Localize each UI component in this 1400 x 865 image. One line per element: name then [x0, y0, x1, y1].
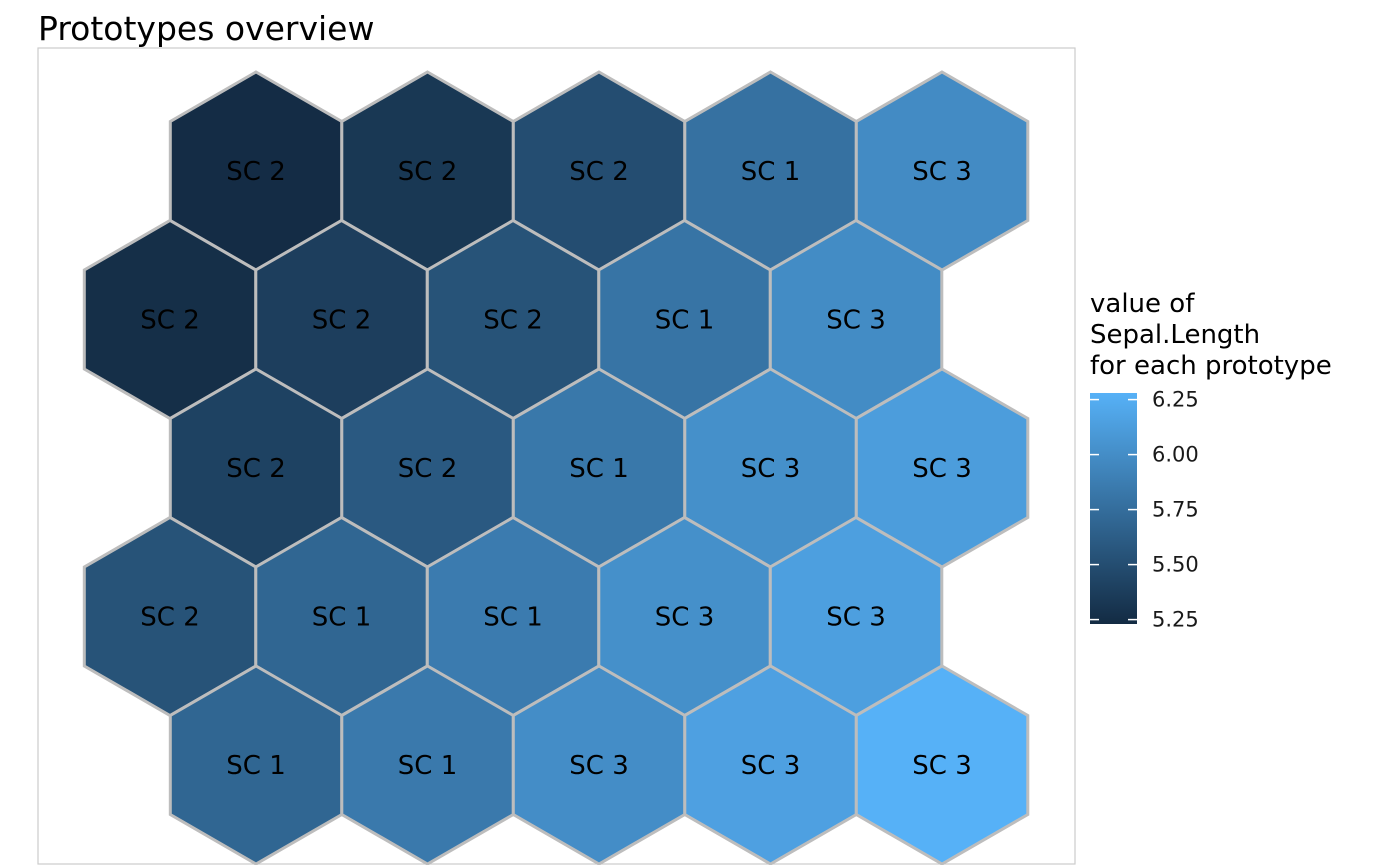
legend-tick-label: 6.25: [1152, 387, 1199, 412]
legend-title-line-1: value of: [1090, 289, 1195, 319]
hex-cell-label: SC 1: [654, 305, 715, 336]
hex-cell-label: SC 3: [569, 751, 629, 781]
hex-cell-label: SC 2: [140, 602, 200, 633]
legend-title-line-2: Sepal.Length: [1090, 320, 1261, 350]
hex-cell-label: SC 2: [226, 157, 286, 187]
legend-tick-label: 5.25: [1152, 607, 1199, 632]
hex-cell-label: SC 3: [740, 751, 801, 781]
hex-cell-label: SC 1: [226, 751, 286, 781]
hex-cell-label: SC 3: [826, 602, 886, 633]
hex-cell-label: SC 2: [397, 454, 458, 484]
hex-cell-label: SC 3: [740, 454, 801, 484]
hex-cell-label: SC 1: [569, 454, 629, 484]
legend-tick-label: 5.50: [1152, 552, 1199, 577]
hex-cell-label: SC 2: [569, 157, 629, 187]
hex-cell-label: SC 2: [483, 305, 543, 336]
hex-cell-label: SC 3: [912, 157, 972, 187]
hex-cell-label: SC 1: [483, 602, 543, 633]
hex-cell-label: SC 2: [311, 305, 372, 336]
hex-cell-label: SC 3: [826, 305, 886, 336]
hex-cell-label: SC 3: [912, 454, 972, 484]
hex-cell-label: SC 1: [311, 602, 372, 633]
hex-cell-label: SC 1: [397, 751, 458, 781]
hex-cell-label: SC 2: [226, 454, 286, 484]
legend: [1090, 289, 1332, 632]
hex-cell-label: SC 2: [140, 305, 200, 336]
hex-grid: [84, 72, 1028, 864]
legend-title-line-3: for each prototype: [1090, 351, 1332, 381]
legend-tick-label: 5.75: [1152, 497, 1199, 522]
chart-title: Prototypes overview: [38, 9, 375, 48]
hex-cell-label: SC 3: [912, 751, 972, 781]
hex-cell-label: SC 3: [654, 602, 715, 633]
legend-tick-label: 6.00: [1152, 442, 1199, 467]
hex-cell-label: SC 2: [397, 157, 458, 187]
legend-colorbar: [1090, 393, 1137, 624]
hex-cell-label: SC 1: [740, 157, 801, 187]
